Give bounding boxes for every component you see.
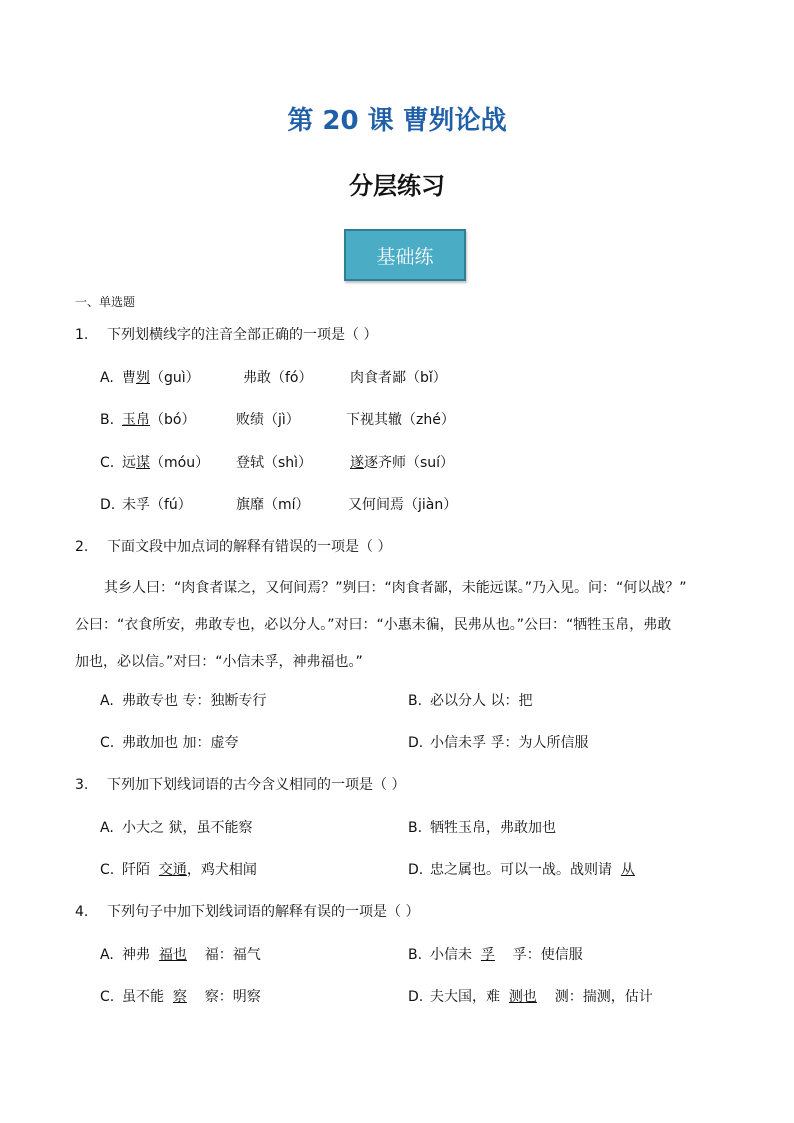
option-text: 弗敢专也 专：独断专行 xyxy=(122,693,267,709)
option-text: 虽不能 xyxy=(122,989,173,1005)
question-text: 下列句子中加下划线词语的解释有误的一项是（ ） xyxy=(107,904,420,920)
section-heading: 一、单选题 xyxy=(75,295,136,309)
q4-option-a xyxy=(100,944,261,964)
level-badge: 基础练 xyxy=(344,229,466,281)
option-label: A. xyxy=(100,947,114,963)
option-text: 远 xyxy=(122,455,136,471)
option-label: C. xyxy=(100,862,115,878)
q1-option-a xyxy=(100,367,200,387)
question-text: 下列划横线字的注音全部正确的一项是（ ） xyxy=(107,327,378,343)
q4-option-c xyxy=(100,986,261,1006)
q1-option-d-3: 又何间焉（jiàn） xyxy=(348,497,458,513)
option-text: 牺牲玉帛，弗敢加也 xyxy=(430,820,556,836)
q2-option-c xyxy=(100,732,238,752)
option-label: B. xyxy=(408,693,423,709)
q1-option-c-2: 登轼（shì） xyxy=(236,455,313,471)
underlined-word: 玉帛 xyxy=(122,412,150,428)
option-label: B. xyxy=(408,947,423,963)
q1-option-c-3 xyxy=(350,452,454,472)
option-text: 福：福气 xyxy=(186,947,261,963)
passage-line-3: 加也，必以信。”对曰：“小信未孚，神弗福也。” xyxy=(75,654,363,670)
question-1-stem xyxy=(75,324,377,344)
q1-option-b-2: 败绩（jì） xyxy=(236,412,300,428)
passage-line-1: 其乡人曰：“肉食者谋之，又何间焉？”刿曰：“肉食者鄙，未能远谋。”乃入见。问：“何以战？” xyxy=(104,580,687,596)
underlined-word: 测也 xyxy=(508,989,537,1005)
passage-line-2: 公曰：“衣食所安，弗敢专也，必以分人。”对曰：“小惠未徧，民弗从也。”公曰：“牺牲玉帛，弗敢 xyxy=(75,617,672,633)
page-title: 第 20 课 曹刿论战 xyxy=(287,106,507,136)
question-text: 下面文段中加点词的解释有错误的一项是（ ） xyxy=(107,539,392,555)
q4-option-d xyxy=(408,986,653,1006)
option-text: （bó） xyxy=(150,412,196,428)
question-number: 4. xyxy=(75,904,89,920)
question-3-stem xyxy=(75,774,405,794)
option-label: A. xyxy=(100,820,114,836)
option-label: C. xyxy=(100,735,115,751)
option-text: 必以分人 以：把 xyxy=(430,693,533,709)
option-label: D. xyxy=(408,989,424,1005)
page-subtitle: 分层练习 xyxy=(349,172,445,200)
q1-option-b-3: 下视其辙（zhé） xyxy=(346,412,455,428)
q3-option-a xyxy=(100,817,252,837)
underlined-word: 从 xyxy=(620,862,635,878)
option-label: C. xyxy=(100,455,115,471)
q3-option-b xyxy=(408,817,556,837)
option-text: 忠之属也。可以一战。战则请 xyxy=(430,862,621,878)
underlined-word: 察 xyxy=(172,989,187,1005)
q2-option-d xyxy=(408,732,588,752)
underlined-word: 交通 xyxy=(158,862,187,878)
underlined-word: 遂 xyxy=(350,455,364,471)
option-text: 神弗 xyxy=(122,947,159,963)
option-label: D. xyxy=(408,735,424,751)
option-text: 弗敢加也 加：虚夸 xyxy=(122,735,239,751)
option-label: D. xyxy=(408,862,424,878)
q2-option-a xyxy=(100,690,266,710)
option-text: 逐齐师（suí） xyxy=(364,455,455,471)
option-text: 夫大国，难 xyxy=(430,989,509,1005)
option-label: B. xyxy=(100,412,115,428)
option-text: （guì） xyxy=(150,370,200,386)
q1-option-a-3: 肉食者鄙（bǐ） xyxy=(350,370,447,386)
option-text: 小大之 狱，虽不能察 xyxy=(122,820,253,836)
q1-option-a-2: 弗敢（fó） xyxy=(243,370,313,386)
underlined-word: 刿 xyxy=(136,370,150,386)
underlined-word: 谋 xyxy=(136,455,150,471)
option-label: A. xyxy=(100,693,114,709)
option-text: 未孚（fú） xyxy=(122,497,192,513)
option-label: B. xyxy=(408,820,423,836)
q1-option-b xyxy=(100,409,195,429)
option-text: 曹 xyxy=(122,370,136,386)
option-text: ，鸡犬相闻 xyxy=(186,862,257,878)
question-2-stem xyxy=(75,536,391,556)
option-label: A. xyxy=(100,370,114,386)
option-text: 测：揣测，估计 xyxy=(536,989,653,1005)
q4-option-b xyxy=(408,944,583,964)
question-4-stem xyxy=(75,901,419,921)
q3-option-c xyxy=(100,859,257,879)
option-label: C. xyxy=(100,989,115,1005)
option-text: （móu） xyxy=(150,455,210,471)
question-text: 下列加下划线词语的古今含义相同的一项是（ ） xyxy=(107,777,406,793)
option-text: 孚：使信服 xyxy=(494,947,583,963)
question-number: 1. xyxy=(75,327,89,343)
underlined-word: 福也 xyxy=(158,947,187,963)
q1-option-c xyxy=(100,452,209,472)
option-text: 小信未孚 孚：为人所信服 xyxy=(430,735,589,751)
q2-option-b xyxy=(408,690,532,710)
q1-option-d-2: 旗靡（mí） xyxy=(236,497,310,513)
q1-option-d xyxy=(100,494,192,514)
question-number: 2. xyxy=(75,539,89,555)
option-text: 阡陌 xyxy=(122,862,159,878)
option-label: D. xyxy=(100,497,116,513)
option-text: 察：明察 xyxy=(186,989,261,1005)
option-text: 小信未 xyxy=(430,947,481,963)
question-number: 3. xyxy=(75,777,89,793)
q3-option-d xyxy=(408,859,635,879)
underlined-word: 孚 xyxy=(480,947,495,963)
